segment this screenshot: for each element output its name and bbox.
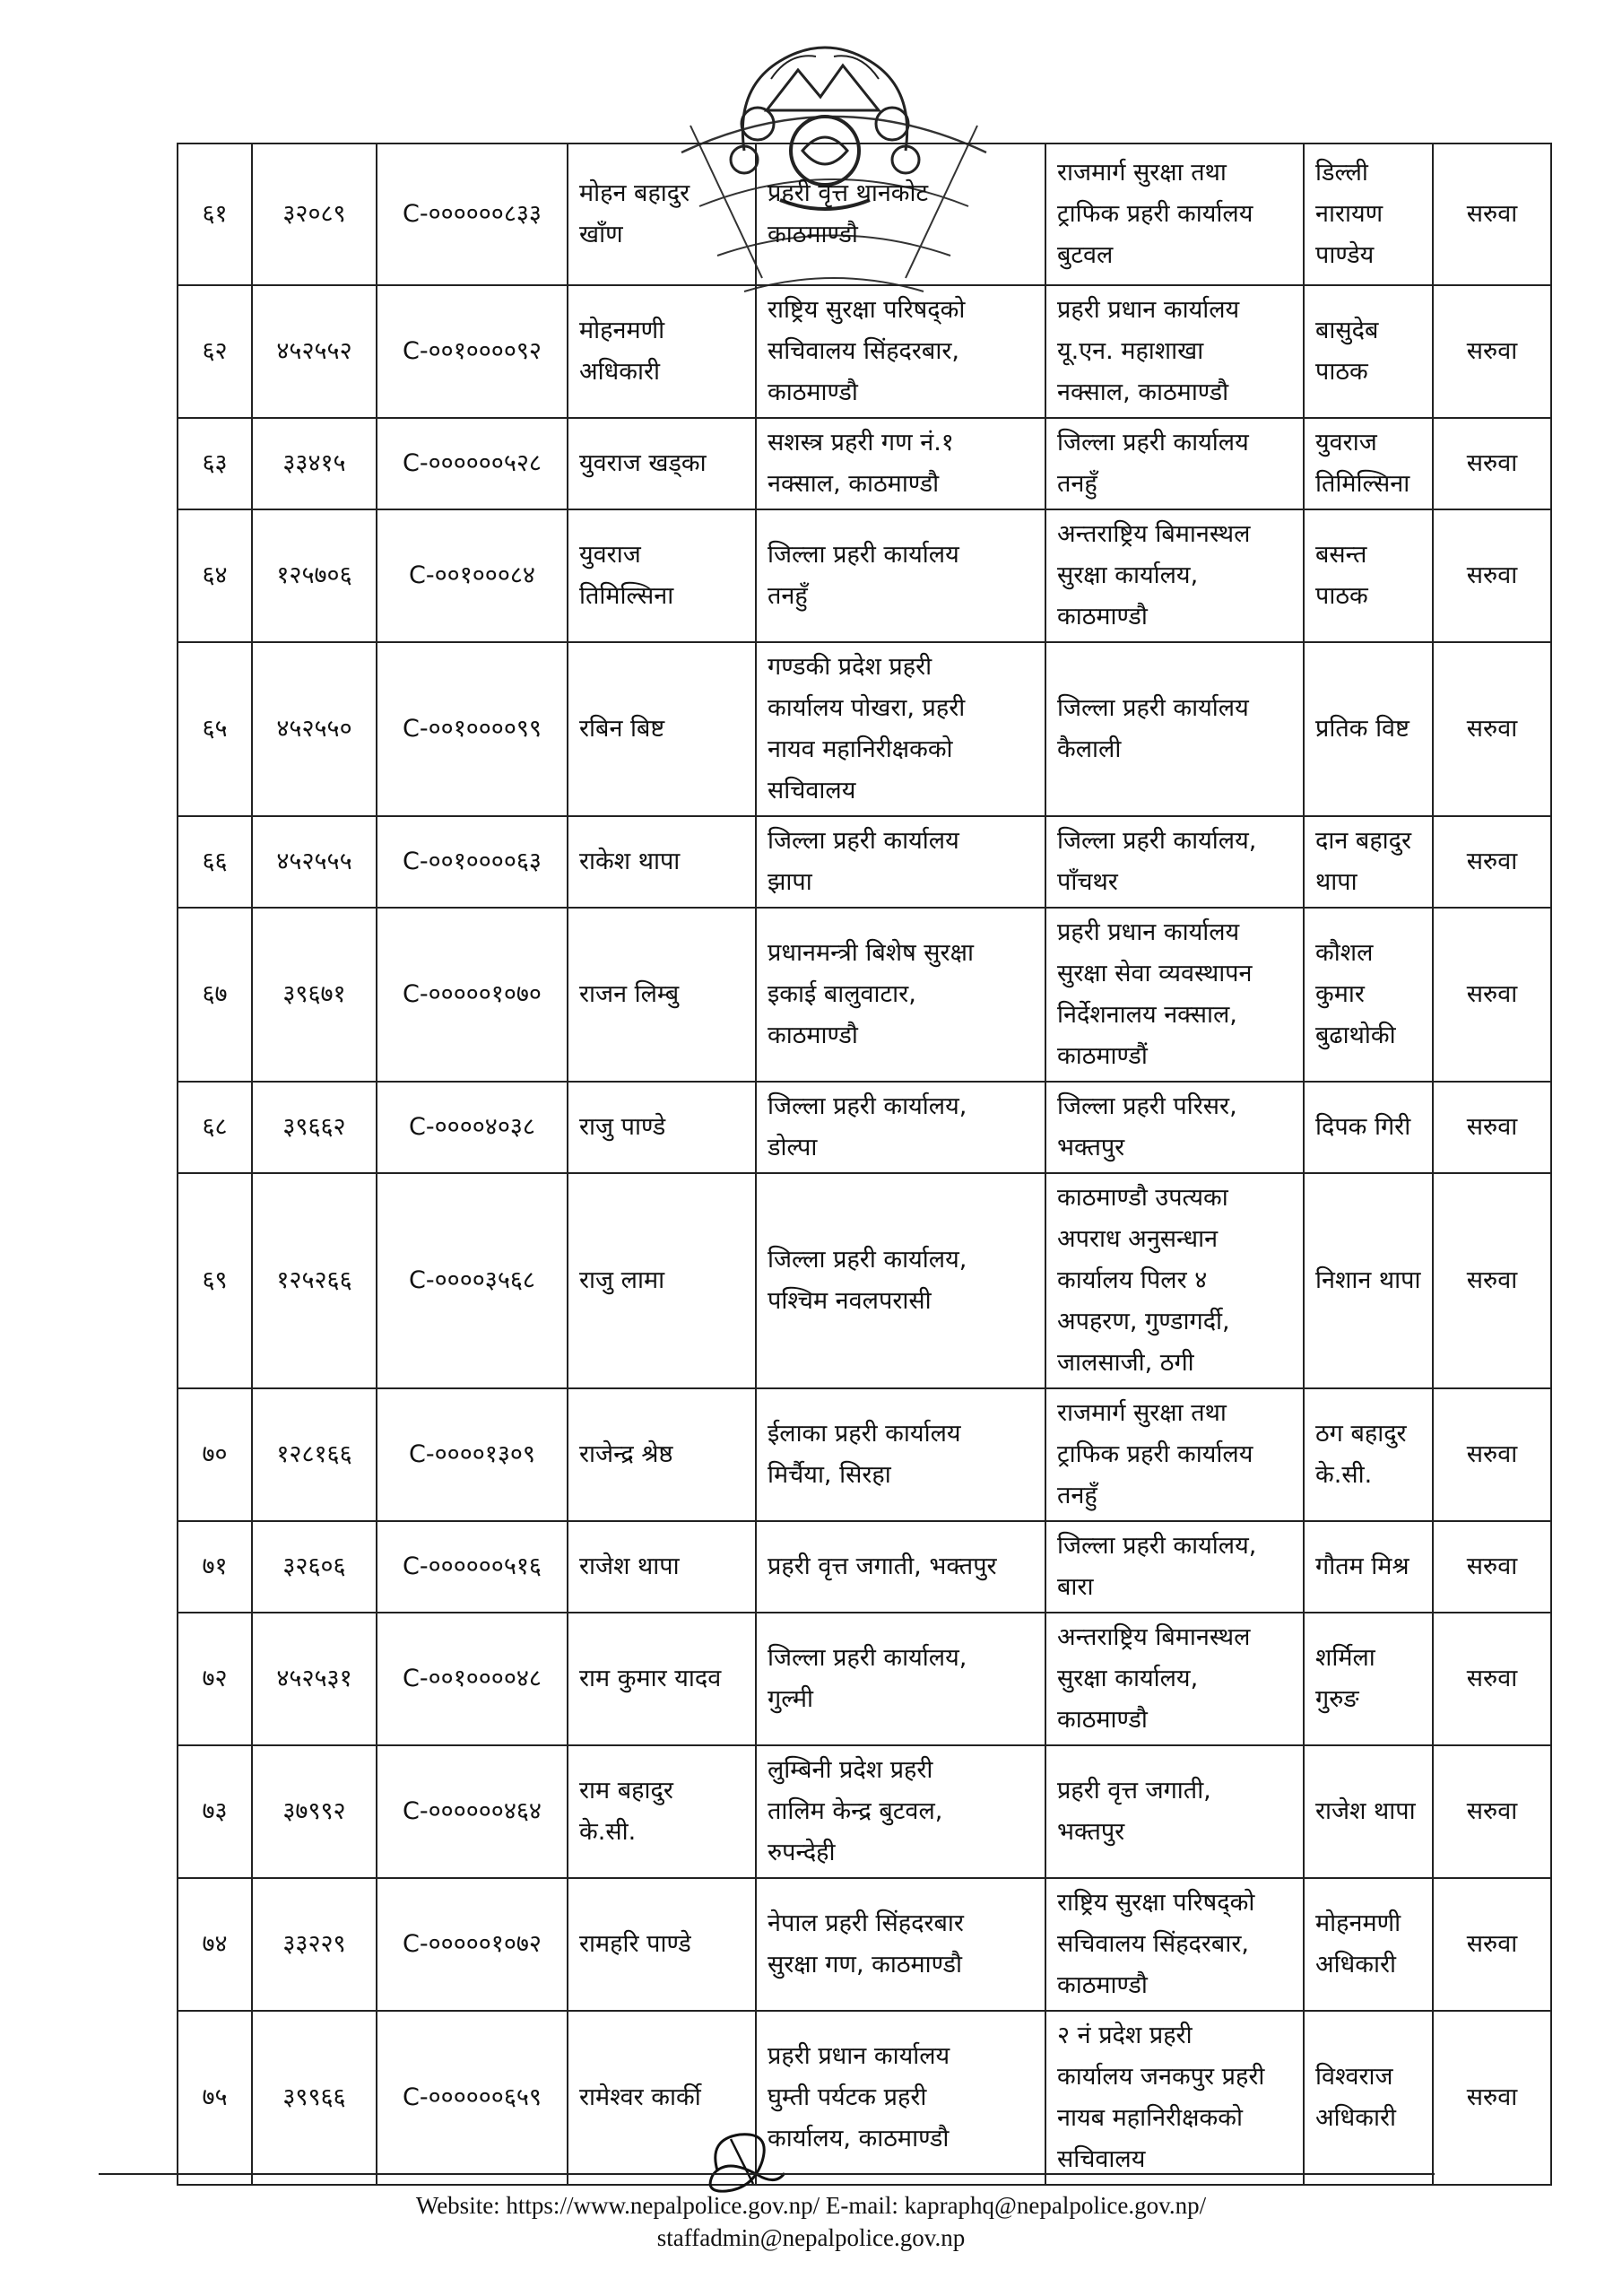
current-office-cell: जिल्ला प्रहरी कार्यालय, पश्चिम नवलपरासी	[756, 1173, 1045, 1388]
transfer-office-cell: प्रहरी वृत्त जगाती, भक्तपुर	[1045, 1745, 1304, 1878]
table-row	[178, 2011, 1551, 2185]
serial-number-cell: ६५	[178, 642, 252, 816]
serial-number-cell: ६८	[178, 1082, 252, 1173]
employee-name-cell: राजेन्द्र श्रेष्ठ	[568, 1388, 756, 1521]
transfer-table	[177, 143, 1552, 2186]
replacement-name-cell: ठग बहादुर के.सी.	[1304, 1388, 1433, 1521]
replacement-name-cell: बासुदेब पाठक	[1304, 285, 1433, 418]
transfer-office-cell: जिल्ला प्रहरी कार्यालय कैलाली	[1045, 642, 1304, 816]
status-cell: सरुवा	[1433, 1878, 1551, 2011]
status-cell: सरुवा	[1433, 144, 1551, 285]
status-cell: सरुवा	[1433, 1521, 1551, 1613]
table-row	[178, 418, 1551, 509]
current-office-cell: ईलाका प्रहरी कार्यालय मिर्चैया, सिरहा	[756, 1388, 1045, 1521]
replacement-name-cell: शर्मिला गुरुङ	[1304, 1613, 1433, 1745]
employee-name-cell: मोहनमणी अधिकारी	[568, 285, 756, 418]
code-number-cell: C-००००१३०९	[377, 1388, 568, 1521]
current-office-cell: जिल्ला प्रहरी कार्यालय, गुल्मी	[756, 1613, 1045, 1745]
replacement-name-cell: बसन्त पाठक	[1304, 509, 1433, 642]
serial-number-cell: ७०	[178, 1388, 252, 1521]
serial-number-cell: ६९	[178, 1173, 252, 1388]
code-number-cell: C-००००००५२८	[377, 418, 568, 509]
personnel-id-cell: ३२६०६	[252, 1521, 377, 1613]
replacement-name-cell: गौतम मिश्र	[1304, 1521, 1433, 1613]
personnel-id-cell: ३३२२९	[252, 1878, 377, 2011]
serial-number-cell: ६७	[178, 908, 252, 1082]
employee-name-cell: युवराज खड्का	[568, 418, 756, 509]
code-number-cell: C-०००००१०७२	[377, 1878, 568, 2011]
transfer-office-cell: जिल्ला प्रहरी परिसर, भक्तपुर	[1045, 1082, 1304, 1173]
personnel-id-cell: ३९६७१	[252, 908, 377, 1082]
transfer-office-cell: राष्ट्रिय सुरक्षा परिषद्को सचिवालय सिंहदरबार, काठमाण्डौ	[1045, 1878, 1304, 2011]
status-cell: सरुवा	[1433, 1388, 1551, 1521]
current-office-cell: जिल्ला प्रहरी कार्यालय, डोल्पा	[756, 1082, 1045, 1173]
table-row	[178, 1613, 1551, 1745]
status-cell: सरुवा	[1433, 1082, 1551, 1173]
serial-number-cell: ६६	[178, 816, 252, 908]
employee-name-cell: राम कुमार यादव	[568, 1613, 756, 1745]
replacement-name-cell: दिपक गिरी	[1304, 1082, 1433, 1173]
serial-number-cell: ७४	[178, 1878, 252, 2011]
employee-name-cell: राकेश थापा	[568, 816, 756, 908]
table-row	[178, 1388, 1551, 1521]
footer	[0, 2189, 1622, 2254]
personnel-id-cell: १२५७०६	[252, 509, 377, 642]
replacement-name-cell: प्रतिक विष्ट	[1304, 642, 1433, 816]
footer-contact-line-2: staffadmin@nepalpolice.gov.np	[656, 2224, 966, 2251]
current-office-cell: प्रधानमन्त्री बिशेष सुरक्षा इकाई बालुवाटार, काठमाण्डौ	[756, 908, 1045, 1082]
personnel-id-cell: १२८१६६	[252, 1388, 377, 1521]
table-row	[178, 1082, 1551, 1173]
code-number-cell: C-००००००४६४	[377, 1745, 568, 1878]
current-office-cell: जिल्ला प्रहरी कार्यालय तनहुँ	[756, 509, 1045, 642]
employee-name-cell: राजु पाण्डे	[568, 1082, 756, 1173]
table-row	[178, 908, 1551, 1082]
status-cell: सरुवा	[1433, 1745, 1551, 1878]
table-row	[178, 1173, 1551, 1388]
personnel-id-cell: ४५२५५०	[252, 642, 377, 816]
status-cell: सरुवा	[1433, 816, 1551, 908]
table-row	[178, 1878, 1551, 2011]
transfer-office-cell: काठमाण्डौ उपत्यका अपराध अनुसन्धान कार्यालय पिलर ४ अपहरण, गुण्डागर्दी, जालसाजी, ठगी	[1045, 1173, 1304, 1388]
transfer-office-cell: राजमार्ग सुरक्षा तथा ट्राफिक प्रहरी कार्यालय बुटवल	[1045, 144, 1304, 285]
current-office-cell: नेपाल प्रहरी सिंहदरबार सुरक्षा गण, काठमाण्डौ	[756, 1878, 1045, 2011]
status-cell: सरुवा	[1433, 1613, 1551, 1745]
employee-name-cell: राजन लिम्बु	[568, 908, 756, 1082]
serial-number-cell: ६१	[178, 144, 252, 285]
current-office-cell: जिल्ला प्रहरी कार्यालय झापा	[756, 816, 1045, 908]
replacement-name-cell: मोहनमणी अधिकारी	[1304, 1878, 1433, 2011]
transfer-office-cell: जिल्ला प्रहरी कार्यालय तनहुँ	[1045, 418, 1304, 509]
current-office-cell: सशस्त्र प्रहरी गण नं.१ नक्साल, काठमाण्डौ	[756, 418, 1045, 509]
current-office-cell: गण्डकी प्रदेश प्रहरी कार्यालय पोखरा, प्रहरी नायव महानिरीक्षकको सचिवालय	[756, 642, 1045, 816]
code-number-cell: C-००००००८३३	[377, 144, 568, 285]
serial-number-cell: ७५	[178, 2011, 252, 2185]
serial-number-cell: ७२	[178, 1613, 252, 1745]
personnel-id-cell: ३९९६६	[252, 2011, 377, 2185]
replacement-name-cell: युवराज तिमिल्सिना	[1304, 418, 1433, 509]
personnel-id-cell: ४५२५५५	[252, 816, 377, 908]
status-cell: सरुवा	[1433, 509, 1551, 642]
table-row	[178, 144, 1551, 285]
code-number-cell: C-००००४०३८	[377, 1082, 568, 1173]
table-row	[178, 1521, 1551, 1613]
status-cell: सरुवा	[1433, 2011, 1551, 2185]
current-office-cell: प्रहरी प्रधान कार्यालय घुम्ती पर्यटक प्रहरी कार्यालय, काठमाण्डौ	[756, 2011, 1045, 2185]
serial-number-cell: ६३	[178, 418, 252, 509]
current-office-cell: प्रहरी वृत्त जगाती, भक्तपुर	[756, 1521, 1045, 1613]
replacement-name-cell: कौशल कुमार बुढाथोकी	[1304, 908, 1433, 1082]
personnel-id-cell: ४५२५३१	[252, 1613, 377, 1745]
table-row	[178, 509, 1551, 642]
employee-name-cell: रामेश्वर कार्की	[568, 2011, 756, 2185]
code-number-cell: C-००१००००४८	[377, 1613, 568, 1745]
serial-number-cell: ६४	[178, 509, 252, 642]
employee-name-cell: मोहन बहादुर खाँण	[568, 144, 756, 285]
transfer-office-cell: प्रहरी प्रधान कार्यालय यू.एन. महाशाखा नक्साल, काठमाण्डौ	[1045, 285, 1304, 418]
replacement-name-cell: राजेश थापा	[1304, 1745, 1433, 1878]
transfer-rows	[178, 144, 1551, 2185]
table-row	[178, 1745, 1551, 1878]
personnel-id-cell: १२५२६६	[252, 1173, 377, 1388]
current-office-cell: प्रहरी वृत्त थानकोट काठमाण्डौ	[756, 144, 1045, 285]
personnel-id-cell: ४५२५५२	[252, 285, 377, 418]
transfer-office-cell: अन्तराष्ट्रिय बिमानस्थल सुरक्षा कार्यालय, काठमाण्डौ	[1045, 509, 1304, 642]
transfer-office-cell: २ नं प्रदेश प्रहरी कार्यालय जनकपुर प्रहरी नायब महानिरीक्षकको सचिवालय	[1045, 2011, 1304, 2185]
code-number-cell: C-००००००५१६	[377, 1521, 568, 1613]
serial-number-cell: ६२	[178, 285, 252, 418]
transfer-office-cell: जिल्ला प्रहरी कार्यालय, पाँचथर	[1045, 816, 1304, 908]
code-number-cell: C-००१०००८४	[377, 509, 568, 642]
current-office-cell: राष्ट्रिय सुरक्षा परिषद्को सचिवालय सिंहदरबार, काठमाण्डौ	[756, 285, 1045, 418]
replacement-name-cell: विश्वराज अधिकारी	[1304, 2011, 1433, 2185]
serial-number-cell: ७३	[178, 1745, 252, 1878]
status-cell: सरुवा	[1433, 285, 1551, 418]
personnel-id-cell: ३७९९२	[252, 1745, 377, 1878]
replacement-name-cell: निशान थापा	[1304, 1173, 1433, 1388]
transfer-office-cell: जिल्ला प्रहरी कार्यालय, बारा	[1045, 1521, 1304, 1613]
status-cell: सरुवा	[1433, 908, 1551, 1082]
code-number-cell: C-००१००००९२	[377, 285, 568, 418]
employee-name-cell: रबिन बिष्ट	[568, 642, 756, 816]
code-number-cell: C-००१००००६३	[377, 816, 568, 908]
personnel-id-cell: ३३४१५	[252, 418, 377, 509]
transfer-office-cell: प्रहरी प्रधान कार्यालय सुरक्षा सेवा व्यवस्थापन निर्देशनालय नक्साल, काठमाण्डौं	[1045, 908, 1304, 1082]
code-number-cell: C-०००००१०७०	[377, 908, 568, 1082]
transfer-office-cell: अन्तराष्ट्रिय बिमानस्थल सुरक्षा कार्यालय, काठमाण्डौ	[1045, 1613, 1304, 1745]
serial-number-cell: ७१	[178, 1521, 252, 1613]
replacement-name-cell: दान बहादुर थापा	[1304, 816, 1433, 908]
table-row	[178, 642, 1551, 816]
code-number-cell: C-००००००६५९	[377, 2011, 568, 2185]
replacement-name-cell: डिल्ली नारायण पाण्डेय	[1304, 144, 1433, 285]
personnel-id-cell: ३२०८९	[252, 144, 377, 285]
employee-name-cell: राम बहादुर के.सी.	[568, 1745, 756, 1878]
employee-name-cell: राजेश थापा	[568, 1521, 756, 1613]
table-row	[178, 285, 1551, 418]
employee-name-cell: रामहरि पाण्डे	[568, 1878, 756, 2011]
code-number-cell: C-००००३५६८	[377, 1173, 568, 1388]
status-cell: सरुवा	[1433, 418, 1551, 509]
status-cell: सरुवा	[1433, 1173, 1551, 1388]
transfer-office-cell: राजमार्ग सुरक्षा तथा ट्राफिक प्रहरी कार्यालय तनहुँ	[1045, 1388, 1304, 1521]
table-row	[178, 816, 1551, 908]
footer-contact-line-1: Website: https://www.nepalpolice.gov.np/ E-mail: kapraphq@nepalpolice.gov.np/	[415, 2192, 1207, 2219]
status-cell: सरुवा	[1433, 642, 1551, 816]
code-number-cell: C-००१००००९९	[377, 642, 568, 816]
current-office-cell: लुम्बिनी प्रदेश प्रहरी तालिम केन्द्र बुटवल, रुपन्देही	[756, 1745, 1045, 1878]
footer-divider	[99, 2173, 1435, 2175]
employee-name-cell: राजु लामा	[568, 1173, 756, 1388]
employee-name-cell: युवराज तिमिल्सिना	[568, 509, 756, 642]
personnel-id-cell: ३९६६२	[252, 1082, 377, 1173]
